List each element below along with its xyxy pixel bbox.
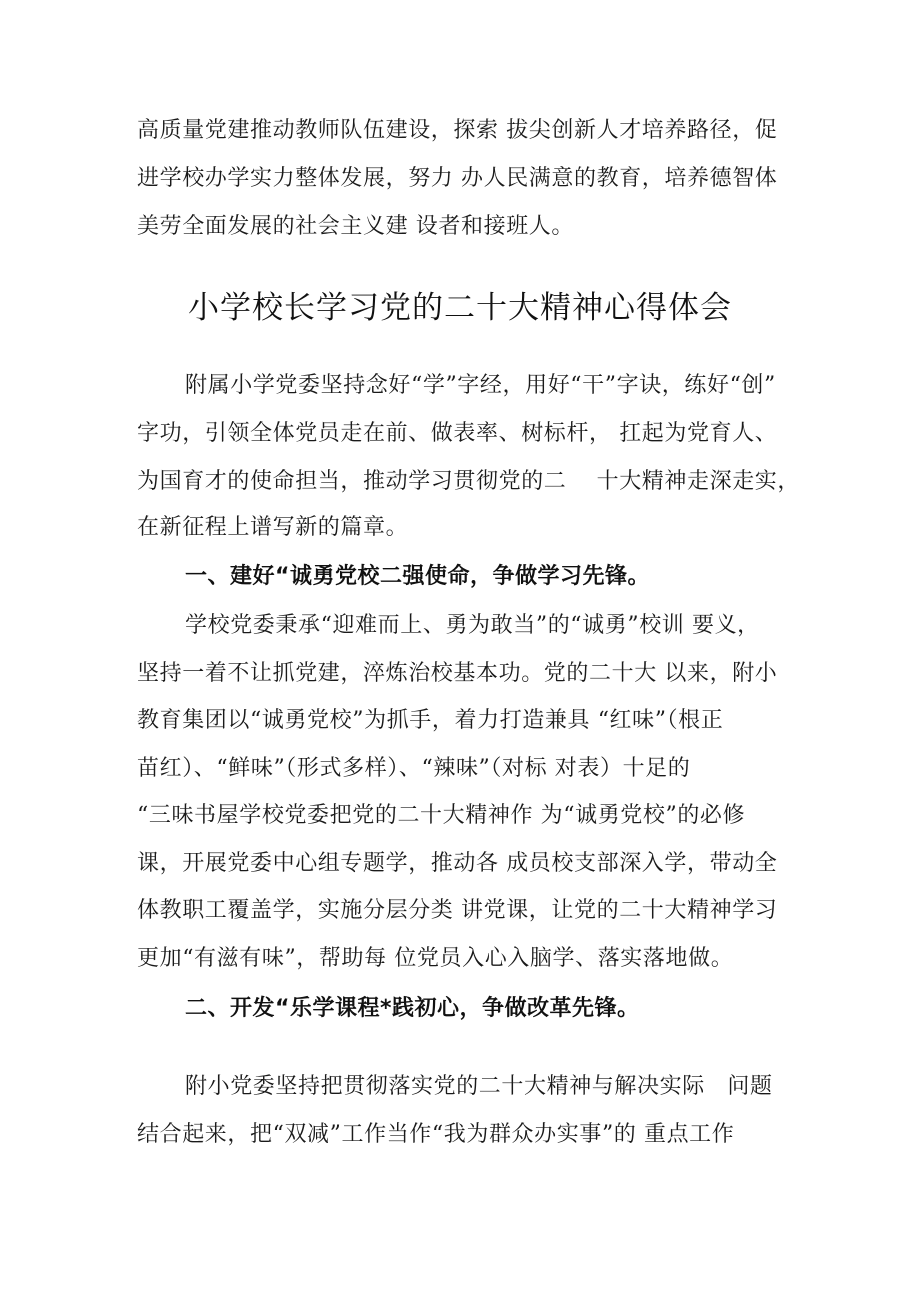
paragraph1-line-1: 附属小学党委坚持念好“学”字经，用好“干”字诀，练好“创” [185,373,776,398]
intro-line-1: 高质量党建推动教师队伍建设，探索 拔尖创新人才培养路径，促 [137,118,778,143]
paragraph3-line-1: 附小党委坚持把贯彻落实党的二十大精神与解决实际 问题 [185,1074,773,1099]
document-title: 小学校长学习党的二十大精神心得体会 [188,290,732,326]
paragraph2-line-5: “三味书屋学校党委把党的二十大精神作 为“诚勇党校”的必修 [137,803,746,828]
paragraph1-line-3: 为国育才的使命担当，推动学习贯彻党的二 十大精神走深走实， [137,469,800,494]
intro-line-2: 进学校办学实力整体发展，努力 办人民满意的教育，培养德智体 [137,166,778,191]
section-heading-2: 二、开发“乐学课程*践初心，争做改革先锋。 [185,996,640,1021]
paragraph2-line-8: 更加“有滋有味”，帮助每 位党员入心入脑学、落实落地做。 [137,946,734,971]
paragraph2-line-1: 学校党委秉承“迎难而上、勇为敢当”的“诚勇”校训 要义， [185,613,760,638]
section-heading-1: 一、建好“诚勇党校二强使命，争做学习先锋。 [185,564,650,589]
paragraph1-line-4: 在新征程上谱写新的篇章。 [137,515,409,540]
intro-line-3: 美劳全面发展的社会主义建 设者和接班人。 [137,214,574,239]
paragraph2-line-6: 课，开展党委中心组专题学，推动各 成员校支部深入学，带动全 [137,851,778,876]
paragraph2-line-7: 体教职工覆盖学，实施分层分类 讲党课，让党的二十大精神学习 [137,898,778,923]
paragraph2-line-2: 坚持一着不让抓党建，淬炼治校基本功。党的二十大 以来，附小 [137,661,778,686]
paragraph2-line-3: 教育集团以“诚勇党校”为抓手，着力打造兼具 “红味”（根正 [137,708,724,733]
paragraph2-line-4: 苗红）、“鲜味”（形式多样）、“辣味”（对标 对表）十足的 [137,756,691,781]
paragraph1-line-2: 字功，引领全体党员走在前、做表率、树标杆， 扛起为党育人、 [137,421,778,446]
paragraph3-line-2: 结合起来，把“双减”工作当作“我为群众办实事”的 重点工作 [137,1122,735,1147]
